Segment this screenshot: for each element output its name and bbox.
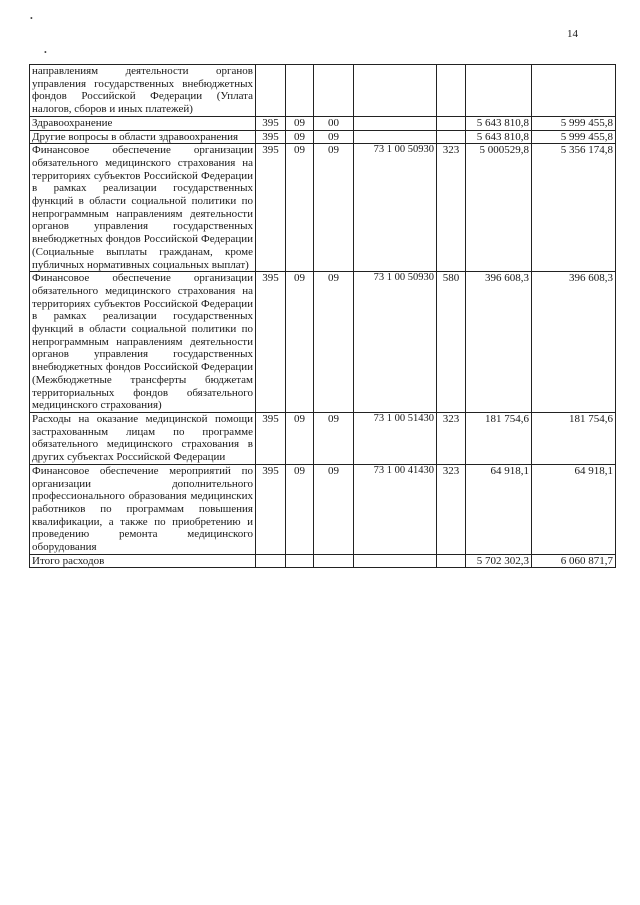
cell-rz bbox=[286, 65, 314, 117]
cell-csr bbox=[354, 65, 437, 117]
cell-sum-1: 5 702 302,3 bbox=[466, 554, 532, 568]
scan-speck: • bbox=[44, 48, 47, 57]
cell-sum-2: 5 356 174,8 bbox=[532, 144, 616, 272]
cell-csr bbox=[354, 130, 437, 144]
cell-vr bbox=[437, 554, 466, 568]
cell-ved: 395 bbox=[256, 144, 286, 272]
row-name: направлениям деятельности органов управления государственных внебюджетных фондов Российской Федерации (Уплата налогов, сборов и иных платежей) bbox=[30, 65, 256, 117]
cell-sum-1: 5 643 810,8 bbox=[466, 116, 532, 130]
cell-sum-2: 181 754,6 bbox=[532, 412, 616, 464]
cell-pr: 09 bbox=[314, 272, 354, 413]
cell-rz: 09 bbox=[286, 130, 314, 144]
cell-rz: 09 bbox=[286, 116, 314, 130]
cell-ved: 395 bbox=[256, 464, 286, 554]
cell-rz: 09 bbox=[286, 144, 314, 272]
cell-ved bbox=[256, 554, 286, 568]
cell-sum-2 bbox=[532, 65, 616, 117]
cell-ved: 395 bbox=[256, 116, 286, 130]
cell-ved: 395 bbox=[256, 272, 286, 413]
cell-rz bbox=[286, 554, 314, 568]
table-row bbox=[30, 272, 616, 413]
cell-pr: 09 bbox=[314, 464, 354, 554]
row-name: Итого расходов bbox=[30, 554, 256, 568]
cell-sum-2: 5 999 455,8 bbox=[532, 130, 616, 144]
cell-ved: 395 bbox=[256, 130, 286, 144]
table-row bbox=[30, 412, 616, 464]
row-name: Расходы на оказание медицинской помощи застрахованным лицам по программе обязательного медицинского страхования в других субъектах Российской Федерации bbox=[30, 412, 256, 464]
table-row bbox=[30, 144, 616, 272]
cell-vr bbox=[437, 65, 466, 117]
cell-rz: 09 bbox=[286, 272, 314, 413]
cell-vr bbox=[437, 130, 466, 144]
cell-csr: 73 1 00 50930 bbox=[354, 272, 437, 413]
cell-sum-2: 5 999 455,8 bbox=[532, 116, 616, 130]
cell-pr: 00 bbox=[314, 116, 354, 130]
cell-sum-2: 64 918,1 bbox=[532, 464, 616, 554]
table-row bbox=[30, 116, 616, 130]
cell-vr: 323 bbox=[437, 412, 466, 464]
cell-sum-2: 6 060 871,7 bbox=[532, 554, 616, 568]
page-number: 14 bbox=[567, 28, 578, 40]
cell-pr bbox=[314, 554, 354, 568]
cell-csr: 73 1 00 41430 bbox=[354, 464, 437, 554]
table-row bbox=[30, 554, 616, 568]
cell-csr: 73 1 00 50930 bbox=[354, 144, 437, 272]
cell-sum-1 bbox=[466, 65, 532, 117]
cell-ved bbox=[256, 65, 286, 117]
cell-rz: 09 bbox=[286, 412, 314, 464]
cell-pr: 09 bbox=[314, 412, 354, 464]
table-row bbox=[30, 65, 616, 117]
table-row bbox=[30, 130, 616, 144]
cell-csr bbox=[354, 554, 437, 568]
cell-sum-1: 5 000529,8 bbox=[466, 144, 532, 272]
cell-csr: 73 1 00 51430 bbox=[354, 412, 437, 464]
row-name: Другие вопросы в области здравоохранения bbox=[30, 130, 256, 144]
cell-vr: 580 bbox=[437, 272, 466, 413]
cell-pr: 09 bbox=[314, 130, 354, 144]
row-name: Финансовое обеспечение мероприятий по организации дополнительного профессионального образования медицинских работников по программам повышения квалификации, а также по приобретению и проведению ремонта медицинского оборудования bbox=[30, 464, 256, 554]
cell-vr bbox=[437, 116, 466, 130]
scan-speck: • bbox=[30, 14, 33, 23]
table-row bbox=[30, 464, 616, 554]
cell-vr: 323 bbox=[437, 144, 466, 272]
cell-pr: 09 bbox=[314, 144, 354, 272]
cell-sum-2: 396 608,3 bbox=[532, 272, 616, 413]
row-name: Финансовое обеспечение организации обязательного медицинского страхования на территориях субъектов Российской Федерации в рамках реализации государственных функций в области социальной политики по непрограммным направлениям деятельности органов управления государственных внебюджетных фондов Российской Федерации (Межбюджетные трансферты бюджетам территориальных фондов обязательного медицинского страхования) bbox=[30, 272, 256, 413]
cell-sum-1: 64 918,1 bbox=[466, 464, 532, 554]
cell-pr bbox=[314, 65, 354, 117]
cell-rz: 09 bbox=[286, 464, 314, 554]
cell-sum-1: 396 608,3 bbox=[466, 272, 532, 413]
cell-vr: 323 bbox=[437, 464, 466, 554]
cell-csr bbox=[354, 116, 437, 130]
cell-sum-1: 5 643 810,8 bbox=[466, 130, 532, 144]
cell-sum-1: 181 754,6 bbox=[466, 412, 532, 464]
cell-ved: 395 bbox=[256, 412, 286, 464]
expense-table bbox=[29, 64, 616, 568]
row-name: Финансовое обеспечение организации обязательного медицинского страхования на территориях субъектов Российской Федерации в рамках реализации государственных функций в области социальной политики по непрограммным направлениям деятельности органов управления государственных внебюджетных фондов Российской Федерации (Социальные выплаты гражданам, кроме публичных нормативных социальных выплат) bbox=[30, 144, 256, 272]
row-name: Здравоохранение bbox=[30, 116, 256, 130]
